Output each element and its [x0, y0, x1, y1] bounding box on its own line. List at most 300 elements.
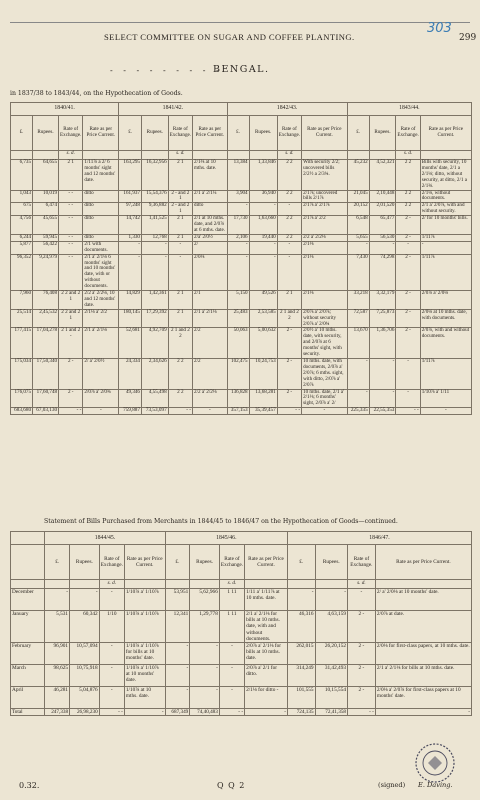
- table-cell: 49,346: [119, 389, 142, 408]
- table-cell: -: [99, 687, 124, 709]
- table-cell: 46,316: [288, 611, 316, 643]
- table-cell: 2/0⅞ a' 2/1 for ditto.: [245, 665, 288, 687]
- table-cell: 2 2 and 2 1: [59, 309, 83, 328]
- column-header: Rate as per Price Current.: [302, 116, 348, 151]
- table-row: [11, 665, 472, 687]
- column-header: Rate as per Price Current.: [124, 545, 165, 580]
- table-cell: 59,945: [33, 234, 59, 241]
- unit-cell: s. d.: [168, 151, 192, 160]
- table-cell: 9,24,979: [33, 254, 59, 290]
- column-header: Rupees.: [315, 545, 347, 580]
- table-cell: 2/1⅛ a' 2/2: [83, 309, 119, 328]
- table-cell: 180,145: [119, 309, 142, 328]
- table-cell: 1,043: [11, 190, 33, 203]
- table-cell: 2 1: [168, 234, 192, 241]
- table-cell: 2/a' 2/0½: [193, 234, 228, 241]
- table-cell: ditto: [83, 216, 119, 235]
- table-row: [11, 328, 472, 359]
- table-cell: 4,63,159: [315, 611, 347, 643]
- table-row: [11, 203, 472, 216]
- table-cell: 2 -: [396, 291, 420, 310]
- table-cell: 10,15,554: [315, 687, 347, 709]
- table-cell: 2/ a' 2/0½: [83, 359, 119, 390]
- month-cell: December: [11, 589, 45, 611]
- table-cell: 2/1⅛: [302, 291, 348, 310]
- unit-cell: s. d.: [277, 151, 301, 160]
- table-cell: - -: [59, 216, 83, 235]
- table-cell: 2/0⅞ at date.: [375, 611, 471, 643]
- total-cell: 74,40,483: [190, 709, 220, 716]
- table-cell: 2/0⅞, with and without documents.: [420, 328, 471, 359]
- table-cell: 2 1: [168, 160, 192, 191]
- total-cell: - -: [59, 408, 83, 415]
- table-cell: -: [249, 241, 277, 254]
- column-header: £.: [165, 545, 190, 580]
- table-cell: -: [141, 241, 168, 254]
- table-cell: 2 -: [277, 328, 301, 359]
- table-cell: 1/10⅞ a' 1/10⅞: [124, 589, 165, 611]
- table-cell: 2/1 a' 2/1¼: [193, 190, 228, 203]
- bills-table-1844-1847: [10, 531, 472, 716]
- table-cell: 2 2: [277, 160, 301, 191]
- unit-cell: s. d.: [396, 151, 420, 160]
- table-cell: 2 1: [168, 291, 192, 310]
- table-cell: 2 2: [277, 234, 301, 241]
- table-cell: 2 -: [348, 643, 376, 665]
- table-cell: 5,04,876: [70, 687, 100, 709]
- column-header: Rate of Exchange.: [219, 545, 244, 580]
- table-cell: 2/0⅛ for first-class papers, at 10 mths. date.: [375, 643, 471, 665]
- table-cell: 53,951: [165, 589, 190, 611]
- page-number: 299: [459, 33, 477, 43]
- table-cell: 1,330: [119, 234, 142, 241]
- total-cell: -: [193, 408, 228, 415]
- total-cell: -: [83, 408, 119, 415]
- table-cell: 10,24,753: [249, 359, 277, 390]
- table-cell: 3,904: [227, 190, 249, 203]
- table-cell: 2 -: [59, 389, 83, 408]
- handwritten-page-number: 303: [427, 21, 452, 36]
- table-row: [11, 241, 472, 254]
- table-cell: 2 1 and 2 -: [59, 328, 83, 359]
- table-cell: -: [219, 687, 244, 709]
- table-cell: 2 -: [396, 254, 420, 290]
- table-cell: -: [369, 241, 396, 254]
- total-cell: Total: [11, 709, 45, 716]
- unit-cell: [375, 580, 471, 589]
- table-cell: 2/0⅛: [193, 254, 228, 290]
- total-cell: - -: [348, 709, 376, 716]
- table-cell: 2,45,532: [33, 309, 59, 328]
- table-cell: -: [168, 254, 192, 290]
- table-cell: 4,756: [11, 216, 33, 235]
- table-cell: 7,25,873: [369, 309, 396, 328]
- total-cell: 687,349: [165, 709, 190, 716]
- year-header: 1843/44.: [347, 103, 471, 116]
- table-cell: 1/10⅞ a' 1/10⅞: [124, 611, 165, 643]
- signature-mark: Q Q 2: [217, 781, 246, 790]
- table-cell: 2/1⅜ at 10 mths. date.: [193, 160, 228, 191]
- unit-cell: [165, 580, 190, 589]
- table-cell: 2/2 a' 2/2⅛: [302, 234, 348, 241]
- table-cell: -: [227, 254, 249, 290]
- table-cell: 2/0⅞ a' 2/0⅞; without security 2/0⅞ a' 2/0¾: [302, 309, 348, 328]
- table-cell: 50,063: [227, 328, 249, 359]
- total-cell: -: [124, 709, 165, 716]
- table-cell: 2 2: [168, 359, 192, 390]
- table-row: [11, 687, 472, 709]
- column-header: Rupees.: [33, 116, 59, 151]
- total-cell: 22,55,353: [369, 408, 396, 415]
- table-cell: 1,63,660: [249, 216, 277, 235]
- table-cell: -: [190, 643, 220, 665]
- table-cell: -: [227, 203, 249, 216]
- table-cell: -: [219, 665, 244, 687]
- table-cell: 17,730: [227, 216, 249, 235]
- total-cell: - -: [168, 408, 192, 415]
- table-cell: 1 11: [219, 611, 244, 643]
- table-cell: 17,29,392: [141, 309, 168, 328]
- table-cell: - -: [59, 234, 83, 241]
- library-stamp: [412, 740, 458, 786]
- table-cell: 2/1 a' 2/1⅛ for bills at 10 mths. date, with and without documents.: [245, 611, 288, 643]
- table-cell: -: [119, 254, 142, 290]
- column-header: Rate of Exchange.: [59, 116, 83, 151]
- table-cell: 2 1 and 2 2: [277, 309, 301, 328]
- totals-row: [11, 408, 472, 415]
- table-cell: 2 -: [277, 359, 301, 390]
- table-cell: 13,384: [227, 160, 249, 191]
- table-cell: 12,341: [165, 611, 190, 643]
- table-cell: 2 -: [396, 234, 420, 241]
- table-cell: -: [348, 589, 376, 611]
- table-cell: 36,940: [249, 190, 277, 203]
- unit-cell: s. d.: [59, 151, 83, 160]
- table-cell: 2/1 a' 2/1⅛ for bills at 10 mths. date.: [375, 665, 471, 687]
- column-header: Rate as per Price Current.: [375, 545, 471, 580]
- table-cell: -: [219, 643, 244, 665]
- table-cell: 1/11⅞: [420, 359, 471, 390]
- table-cell: 7,430: [347, 254, 369, 290]
- table-cell: 2,53,585: [249, 309, 277, 328]
- table-cell: 1,29,778: [190, 611, 220, 643]
- table-cell: -: [165, 643, 190, 665]
- unit-cell: [45, 580, 70, 589]
- table-cell: 64,655: [33, 160, 59, 191]
- table-cell: 1/10⅞ a' 1/10⅞ at 10 months' date.: [124, 665, 165, 687]
- total-cell: -: [302, 408, 348, 415]
- column-header: Rate of Exchange.: [348, 545, 376, 580]
- table-row: [11, 611, 472, 643]
- table-cell: 10 mths. date, 2/1 a' 2/1⅛; 6 months' sight, 2/0⅞ a' 2/: [302, 389, 348, 408]
- table-cell: 1,33,846: [249, 160, 277, 191]
- table-cell: 6,244: [11, 234, 33, 241]
- total-cell: 67,03,130: [33, 408, 59, 415]
- table-cell: 10,57,094: [70, 643, 100, 665]
- column-header: Rupees.: [369, 116, 396, 151]
- table-cell: 10,019: [33, 190, 59, 203]
- exchange-table-1840-1844: [10, 102, 472, 415]
- total-cell: - -: [219, 709, 244, 716]
- table-cell: 5,62,966: [190, 589, 220, 611]
- column-header: Rate of Exchange.: [168, 116, 192, 151]
- table-cell: 2/1 at 10 mths. date, and 2/0⅞ at 6 mths. date.: [193, 216, 228, 235]
- table-cell: 2 1: [168, 309, 192, 328]
- table-row: [11, 643, 472, 665]
- table-cell: 2 -: [396, 309, 420, 328]
- column-header: Rupees.: [249, 116, 277, 151]
- total-cell: 759,887: [119, 408, 142, 415]
- unit-cell: [245, 580, 288, 589]
- table-cell: 2/1 a' 2/1⅛: [83, 328, 119, 359]
- table-cell: - -: [59, 254, 83, 290]
- table-cell: 2/1⅞ a' 2/2: [302, 216, 348, 235]
- footer-left: 0.32.: [19, 781, 40, 790]
- table-cell: 2/0½ a' 10 mths. date, with security, and 2/0⅞ at 6 months' sight, with security.: [302, 328, 348, 359]
- table-row: [11, 309, 472, 328]
- table-cell: 6,548: [347, 216, 369, 235]
- year-header: 1846/47.: [288, 532, 472, 545]
- table-cell: -: [396, 389, 420, 408]
- table-cell: 136,828: [227, 389, 249, 408]
- table-cell: -: [45, 589, 70, 611]
- table-cell: 2/1⅛: [302, 254, 348, 290]
- section-title: BENGAL.: [213, 64, 270, 75]
- table-cell: ditto: [83, 203, 119, 216]
- total-cell: - -: [396, 408, 420, 415]
- table-cell: 13,670: [347, 328, 369, 359]
- column-header: Rupees.: [70, 545, 100, 580]
- table-cell: -: [277, 241, 301, 254]
- month-cell: February: [11, 643, 45, 665]
- table-row: [11, 291, 472, 310]
- table-cell: -: [347, 359, 369, 390]
- table-cell: 74,298: [369, 254, 396, 290]
- table-cell: -: [165, 665, 190, 687]
- table-cell: ditto: [193, 203, 228, 216]
- table-cell: 2,01,520: [369, 203, 396, 216]
- table-row: [11, 254, 472, 290]
- table-cell: -: [420, 241, 471, 254]
- table-cell: 2/0⅞ a' 2/0¾: [83, 389, 119, 408]
- table-cell: 2/2: [193, 359, 228, 390]
- total-cell: 35,39,457: [249, 408, 277, 415]
- table-cell: -: [227, 241, 249, 254]
- table-cell: 161,937: [119, 190, 142, 203]
- table-cell: -: [99, 643, 124, 665]
- month-cell: January: [11, 611, 45, 643]
- table-cell: 76,408: [33, 291, 59, 310]
- table-cell: 2 2: [168, 389, 192, 408]
- table-cell: 3,32,179: [369, 291, 396, 310]
- column-header: Rate as per Price Current.: [83, 116, 119, 151]
- table-cell: 5,00,632: [249, 328, 277, 359]
- table-cell: 2/ a' 2/0⅛ at 10 months' date.: [375, 589, 471, 611]
- table-cell: -: [190, 665, 220, 687]
- table-cell: 2 2: [396, 160, 420, 191]
- table-cell: -: [99, 665, 124, 687]
- table-cell: 2 -: [277, 389, 301, 408]
- table-cell: 12,768: [141, 234, 168, 241]
- unit-cell: s. d.: [99, 580, 124, 589]
- table-cell: 45,655: [33, 216, 59, 235]
- table-cell: 33,218: [347, 291, 369, 310]
- column-header: £.: [347, 116, 369, 151]
- table-cell: 2 1: [277, 291, 301, 310]
- table-cell: 25,514: [11, 309, 33, 328]
- table-cell: 26,20,152: [315, 643, 347, 665]
- table-row: [11, 190, 472, 203]
- table-cell: 10,75,918: [70, 665, 100, 687]
- table-cell: 2 2 and 2 1: [59, 291, 83, 310]
- column-header: Rate as per Price Current.: [245, 545, 288, 580]
- table-cell: 20,152: [347, 203, 369, 216]
- table-cell: 52,681: [119, 328, 142, 359]
- blank-header: [11, 532, 45, 545]
- table-cell: 1/11 a' 1/11⅞ at 10 mths. date.: [245, 589, 288, 611]
- table-cell: 2/1⅛ for ditto -: [245, 687, 288, 709]
- table-cell: -: [347, 241, 369, 254]
- table-cell: -: [70, 589, 100, 611]
- table-cell: 2 -: [396, 216, 420, 235]
- table-cell: 19,440: [249, 234, 277, 241]
- unit-cell: s. d.: [348, 580, 376, 589]
- table-cell: -: [396, 359, 420, 390]
- table-cell: -: [347, 389, 369, 408]
- column-header: Rate as per Price Current.: [193, 116, 228, 151]
- table-cell: 2 -: [348, 687, 376, 709]
- column-header: Rate as per Price Current.: [420, 116, 471, 151]
- table-cell: 2/2: [193, 328, 228, 359]
- table-cell: 49,526: [249, 291, 277, 310]
- table-cell: 56,422: [33, 241, 59, 254]
- column-header: £.: [288, 545, 316, 580]
- table-cell: 2,34,626: [141, 359, 168, 390]
- table-cell: 102,475: [227, 359, 249, 390]
- totals-row: [11, 709, 472, 716]
- column-header: £.: [227, 116, 249, 151]
- table-cell: 5,655: [347, 234, 369, 241]
- column-header: £.: [11, 116, 33, 151]
- table-cell: 4,52,321: [369, 160, 396, 191]
- blank-header: [11, 545, 45, 580]
- table-cell: 2/ for 10 months' bills.: [420, 216, 471, 235]
- table-cell: 97,248: [119, 203, 142, 216]
- table-cell: 2 1: [59, 160, 83, 191]
- table-cell: 1/10: [99, 611, 124, 643]
- table-row: [11, 389, 472, 408]
- table-cell: 2 -: [59, 359, 83, 390]
- table-cell: 5,877: [11, 241, 33, 254]
- table-cell: 4,92,709: [141, 328, 168, 359]
- table-cell: 2/1⅛, without documents.: [420, 190, 471, 203]
- table-cell: 6,735: [11, 160, 33, 191]
- year-header: 1840/41.: [11, 103, 119, 116]
- table-cell: 2 2: [277, 190, 301, 203]
- table-cell: - -: [59, 203, 83, 216]
- table-cell: 2/1 with documents.: [83, 241, 119, 254]
- table-cell: 65,477: [369, 216, 396, 235]
- total-cell: 683,680: [11, 408, 33, 415]
- table-cell: 25,483: [227, 309, 249, 328]
- table-cell: 1/10⅞ a' 1/10⅞ for bills at 10 months' date.: [124, 643, 165, 665]
- column-header: Rate of Exchange.: [396, 116, 420, 151]
- unit-cell: [70, 580, 100, 589]
- total-cell: - -: [277, 408, 301, 415]
- column-header: Rupees.: [190, 545, 220, 580]
- table-cell: 2/0⅞ a' 2/1⅛ for bills at 10 mths. date.: [245, 643, 288, 665]
- unit-cell: [124, 580, 165, 589]
- unit-cell: s. d.: [219, 580, 244, 589]
- signed-label: (signed): [378, 781, 406, 789]
- table-cell: -: [277, 254, 301, 290]
- column-header: Rate of Exchange.: [99, 545, 124, 580]
- table-cell: 2 - and 2 1: [168, 203, 192, 216]
- table-cell: -: [249, 254, 277, 290]
- table-cell: 1/10⅞ a' 1/11: [420, 389, 471, 408]
- table-cell: 6,474: [33, 203, 59, 216]
- table-cell: 2/0⅛ a' 2/0⅞ for first-class papers at 10 months' date.: [375, 687, 471, 709]
- table-row: [11, 216, 472, 235]
- table-cell: 46,281: [45, 687, 70, 709]
- table-cell: 176,075: [11, 389, 33, 408]
- table-cell: -: [369, 389, 396, 408]
- table-row: [11, 589, 472, 611]
- table1-caption: in 1837/38 to 1843/44, on the Hypothecation of Goods.: [10, 90, 183, 97]
- total-cell: -: [245, 709, 288, 716]
- table-cell: 60,342: [70, 611, 100, 643]
- table-cell: 177,415: [11, 328, 33, 359]
- table-cell: -: [277, 203, 301, 216]
- table-cell: 2,106: [227, 234, 249, 241]
- total-cell: 357,153: [227, 408, 249, 415]
- total-cell: 724,135: [288, 709, 316, 716]
- table-cell: 262,015: [288, 643, 316, 665]
- table-cell: 1/10⅞ at 10 mths. date.: [124, 687, 165, 709]
- table-cell: -: [396, 241, 420, 254]
- table-cell: 5,150: [227, 291, 249, 310]
- table-cell: 163,295: [119, 160, 142, 191]
- table-cell: 2/1 a' 2/1⅛ 6 months' sight and 10 months' date, with or without documents.: [83, 254, 119, 290]
- table-cell: 98,625: [45, 665, 70, 687]
- table-cell: 2/2 a' 2/2⅛, 10 and 12 months' date.: [83, 291, 119, 310]
- column-header: £.: [119, 116, 142, 151]
- page-header: [0, 21, 480, 50]
- table-cell: 101,555: [288, 687, 316, 709]
- total-cell: 26,98,230: [70, 709, 100, 716]
- unit-cell: [11, 580, 45, 589]
- table-cell: 5,531: [45, 611, 70, 643]
- year-header: 1841/42.: [119, 103, 227, 116]
- table-cell: - -: [59, 190, 83, 203]
- table-cell: 2/1: [193, 291, 228, 310]
- table-cell: 16,32,956: [141, 160, 168, 191]
- table-cell: 17,50,340: [33, 359, 59, 390]
- year-header: 1844/45.: [45, 532, 165, 545]
- table-cell: -: [99, 589, 124, 611]
- table-cell: 2 2: [277, 216, 301, 235]
- table-cell: 10 mths. date, with documents, 2/0⅞ a' 2/0⅞; 6 mths. sight, with ditto, 2/0⅞ a' 2/0⅞: [302, 359, 348, 390]
- year-header: 1842/43.: [227, 103, 347, 116]
- table-cell: -: [190, 687, 220, 709]
- table-cell: 2/1 a' 2/1⅛: [193, 309, 228, 328]
- section-dashes: - - - - - - - - -: [110, 66, 223, 75]
- table-cell: ditto: [83, 234, 119, 241]
- total-cell: -: [420, 408, 471, 415]
- table-cell: 9,36,882: [141, 203, 168, 216]
- table2-caption: Statement of Bills Purchased from Merchants in 1844/45 to 1846/47 on the Hypothecation of Goods—continued.: [44, 518, 398, 525]
- total-cell: 225,335: [347, 408, 369, 415]
